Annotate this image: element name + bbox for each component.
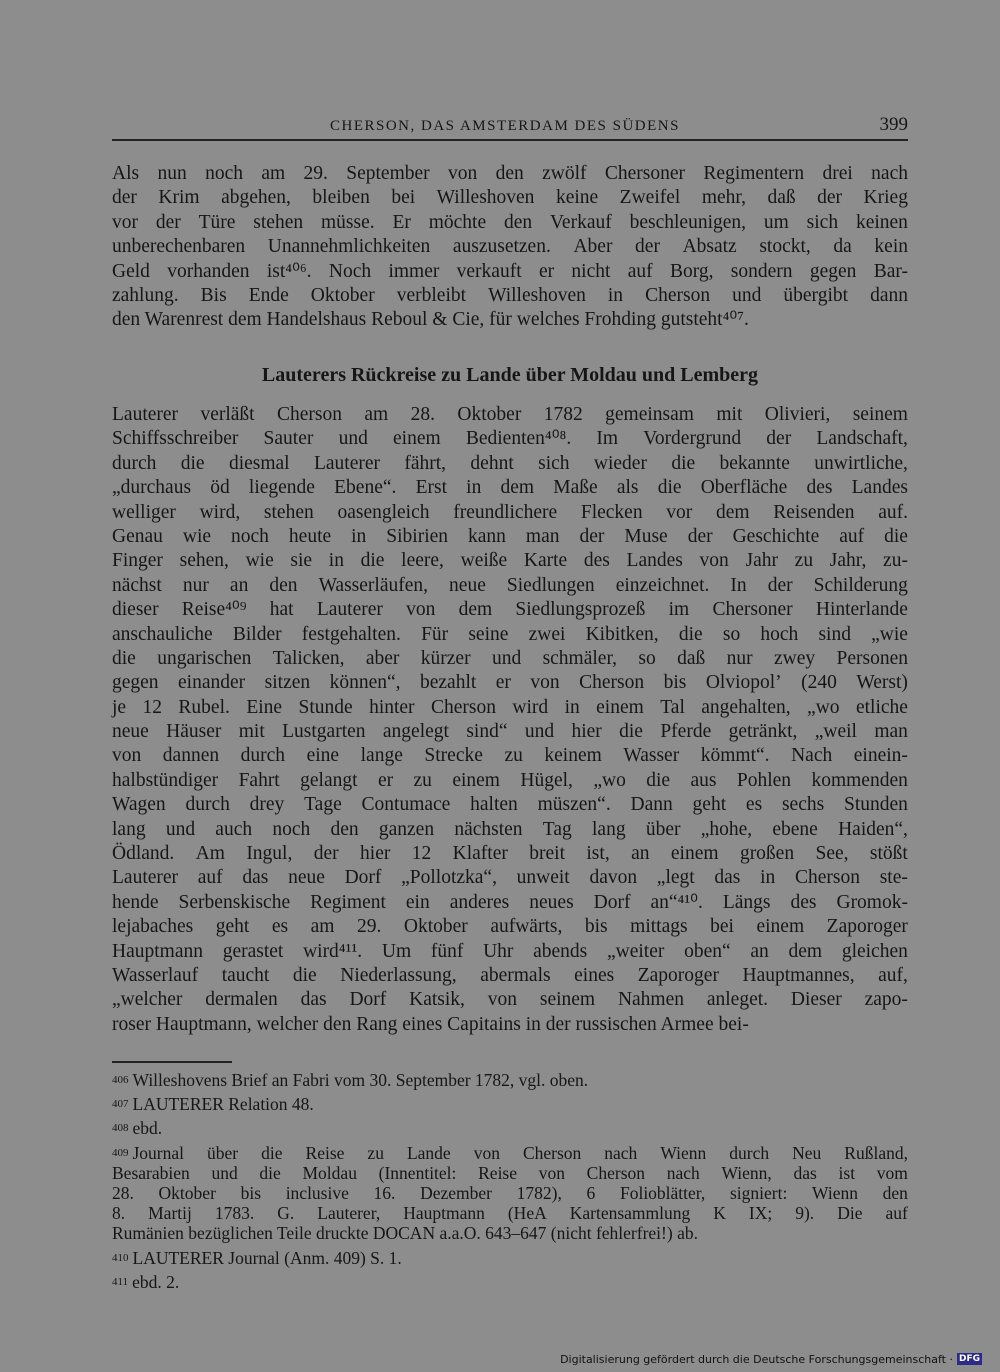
footnote-text: Willeshovens Brief an Fabri vom 30. September 1782, vgl. oben.: [132, 1070, 589, 1090]
text-line: Hauptmann gerastet wird⁴¹¹. Um fünf Uhr abends „weiter oben“ an dem gleichen: [112, 940, 908, 962]
text-line: je 12 Rubel. Eine Stunde hinter Cherson wird in einem Tal angehalten, „wo etliche: [112, 696, 908, 718]
footnote-text: Journal über die Reise zu Lande von Cherson nach Wienn durch Neu Rußland,: [132, 1142, 908, 1163]
text-line: Schiffsschreiber Sauter und einem Bedienten⁴⁰⁸. Im Vordergrund der Landschaft,: [112, 428, 908, 450]
footnote-text: Rumänien bezüglichen Teile druckte DOCAN a.a.O. 643–647 (nicht fehlerfrei!) ab.: [112, 1223, 698, 1244]
footnote-text: Besarabien und die Moldau (Innentitel: Reise von Cherson nach Wienn, das ist vom: [112, 1162, 908, 1183]
text-line: nächst nur an den Wasserläufen, neue Siedlungen einzeichnet. In der Schilderung: [112, 574, 908, 596]
text-line: halbstündiger Fahrt gelangt er zu einem Hügel, „wo die aus Pohlen kommenden: [112, 769, 908, 791]
footnote-number: 410: [112, 1251, 129, 1264]
text-line: welliger wird, stehen oasengleich freundlichere Flecken vor dem Reisenden auf.: [112, 501, 908, 523]
footnote-text: LAUTERER Journal (Anm. 409) S. 1.: [132, 1247, 402, 1268]
text-line: Geld vorhanden ist⁴⁰⁶. Noch immer verkauft er nicht auf Borg, sondern gegen Bar-: [112, 260, 908, 282]
text-line: Ödland. Am Ingul, der hier 12 Klafter breit ist, an einem großen See, stößt: [112, 843, 908, 865]
text-line: neue Häuser mit Lustgarten angelegt sind“ und hier die Pferde getränkt, „weil man: [112, 721, 908, 743]
text-line: „welcher dermalen das Dorf Katsik, von seinem Nahmen anleget. Dieser zapo-: [112, 989, 908, 1011]
text-line: die ungarischen Talicken, aber kürzer und schmäler, so daß nur zwey Personen: [112, 647, 908, 669]
text-line: unberechenbaren Unannehmlichkeiten auszusetzen. Aber der Absatz stockt, da kein: [112, 236, 908, 258]
footnote-rule: [112, 1061, 232, 1063]
text-line: hende Serbenskische Regiment ein anderes neues Dorf an“⁴¹⁰. Längs des Gromok-: [112, 891, 908, 913]
text-line: Wasserlauf taucht die Niederlassung, abermals eines Zaporoger Hauptmannes, auf,: [112, 964, 908, 986]
text-line: durch die diesmal Lauterer fährt, dehnt sich wieder die bekannte unwirtliche,: [112, 452, 908, 474]
text-line: der Krim abgehen, bleiben bei Willeshoven keine Zweifel mehr, daß der Krieg: [112, 187, 908, 209]
footnote-line: [112, 1118, 908, 1138]
dfg-logo: DFG: [958, 1354, 980, 1364]
text-line: Lauterer auf das neue Dorf „Pollotzka“, unweit davon „legt das in Cherson ste-: [112, 867, 908, 889]
footnote-text: ebd.: [132, 1118, 163, 1139]
header-rule: [112, 139, 908, 141]
page-header: [112, 114, 908, 140]
text-line: „durchaus öd liegende Ebene“. Erst in dem Maße als die Oberfläche des Landes: [112, 477, 908, 499]
paragraph-2: [112, 403, 908, 1037]
footnote-line: [112, 1183, 908, 1203]
running-title: CHERSON, DAS AMSTERDAM DES SÜDENS: [330, 118, 680, 134]
footnote-line: [112, 1163, 908, 1183]
text-line: lang und auch noch den ganzen nächsten Tag lang über „hohe, ebene Haiden“,: [112, 818, 908, 840]
footnote-number: 407: [112, 1098, 129, 1111]
paragraph-1: [112, 162, 908, 333]
footnote-line: [112, 1070, 908, 1090]
footnote-line: [112, 1272, 908, 1292]
text-line: roser Hauptmann, welcher den Rang eines Capitains in der russischen Armee bei-: [112, 1013, 749, 1035]
digitization-credit: [560, 1352, 982, 1366]
text-line: Genau wie noch heute in Sibirien kann man der Muse der Geschichte auf die: [112, 525, 908, 547]
text-line: lejabaches geht es am 29. Oktober aufwärts, bis mittags bei einem Zaporoger: [112, 916, 908, 938]
footnote-number: 406: [112, 1074, 129, 1086]
footnote-line: [112, 1203, 908, 1223]
text-line: Lauterer verläßt Cherson am 28. Oktober 1782 gemeinsam mit Olivieri, seinem: [112, 404, 908, 425]
footnote-text: ebd. 2.: [132, 1271, 180, 1292]
footnote-line: [112, 1248, 908, 1268]
text-line: vor der Türe stehen müsse. Er möchte den Verkauf beschleunigen, um sich keinen: [112, 211, 908, 233]
footnotes: [112, 1070, 908, 1292]
footnote-line: [112, 1143, 908, 1163]
text-line: gegen einander sitzen können“, bezahlt er von Cherson bis Olviopol’ (240 Werst): [112, 672, 908, 694]
footnote-number: 411: [112, 1275, 129, 1288]
footnote-number: 408: [112, 1122, 129, 1135]
text-line: anschauliche Bilder festgehalten. Für seine zwei Kibitken, die so hoch sind „wie: [112, 623, 908, 645]
text-line: zahlung. Bis Ende Oktober verbleibt Willeshoven in Cherson und übergibt dann: [112, 284, 908, 306]
footnote-line: [112, 1094, 908, 1114]
footnote-number: 409: [112, 1146, 129, 1159]
page-number: 399: [879, 114, 908, 135]
text-line: von dannen durch eine lange Strecke zu keinem Wasser kömmt“. Nach einein-: [112, 745, 908, 767]
text-line: Als nun noch am 29. September von den zwölf Chersoner Regimentern drei nach: [112, 163, 908, 184]
text-line: Finger sehen, wie sie in die leere, weiße Karte des Landes von Jahr zu Jahr, zu-: [112, 550, 908, 572]
section-heading: Lauterers Rückreise zu Lande über Moldau und Lemberg: [261, 364, 759, 386]
footnote-text: 28. Oktober bis inclusive 16. Dezember 1782), 6 Folioblätter, signiert: Wienn den: [112, 1182, 908, 1203]
text-line: den Warenrest dem Handelshaus Reboul & Cie, für welches Frohding gutsteht⁴⁰⁷.: [112, 309, 749, 331]
text-line: dieser Reise⁴⁰⁹ hat Lauterer von dem Siedlungsprozeß im Chersoner Hinterlande: [112, 599, 908, 621]
footnote-line: [112, 1223, 908, 1243]
credit-text: Digitalisierung gefördert durch die Deutsche Forschungsgemeinschaft ·: [560, 1352, 953, 1366]
text-line: Wagen durch drey Tage Contumace halten müszen“. Dann geht es sechs Stunden: [112, 794, 908, 816]
footnote-text: LAUTERER Relation 48.: [132, 1094, 314, 1115]
footnote-text: 8. Martij 1783. G. Lauterer, Hauptmann (HeA Kartensammlung K IX; 9). Die auf: [112, 1203, 908, 1224]
